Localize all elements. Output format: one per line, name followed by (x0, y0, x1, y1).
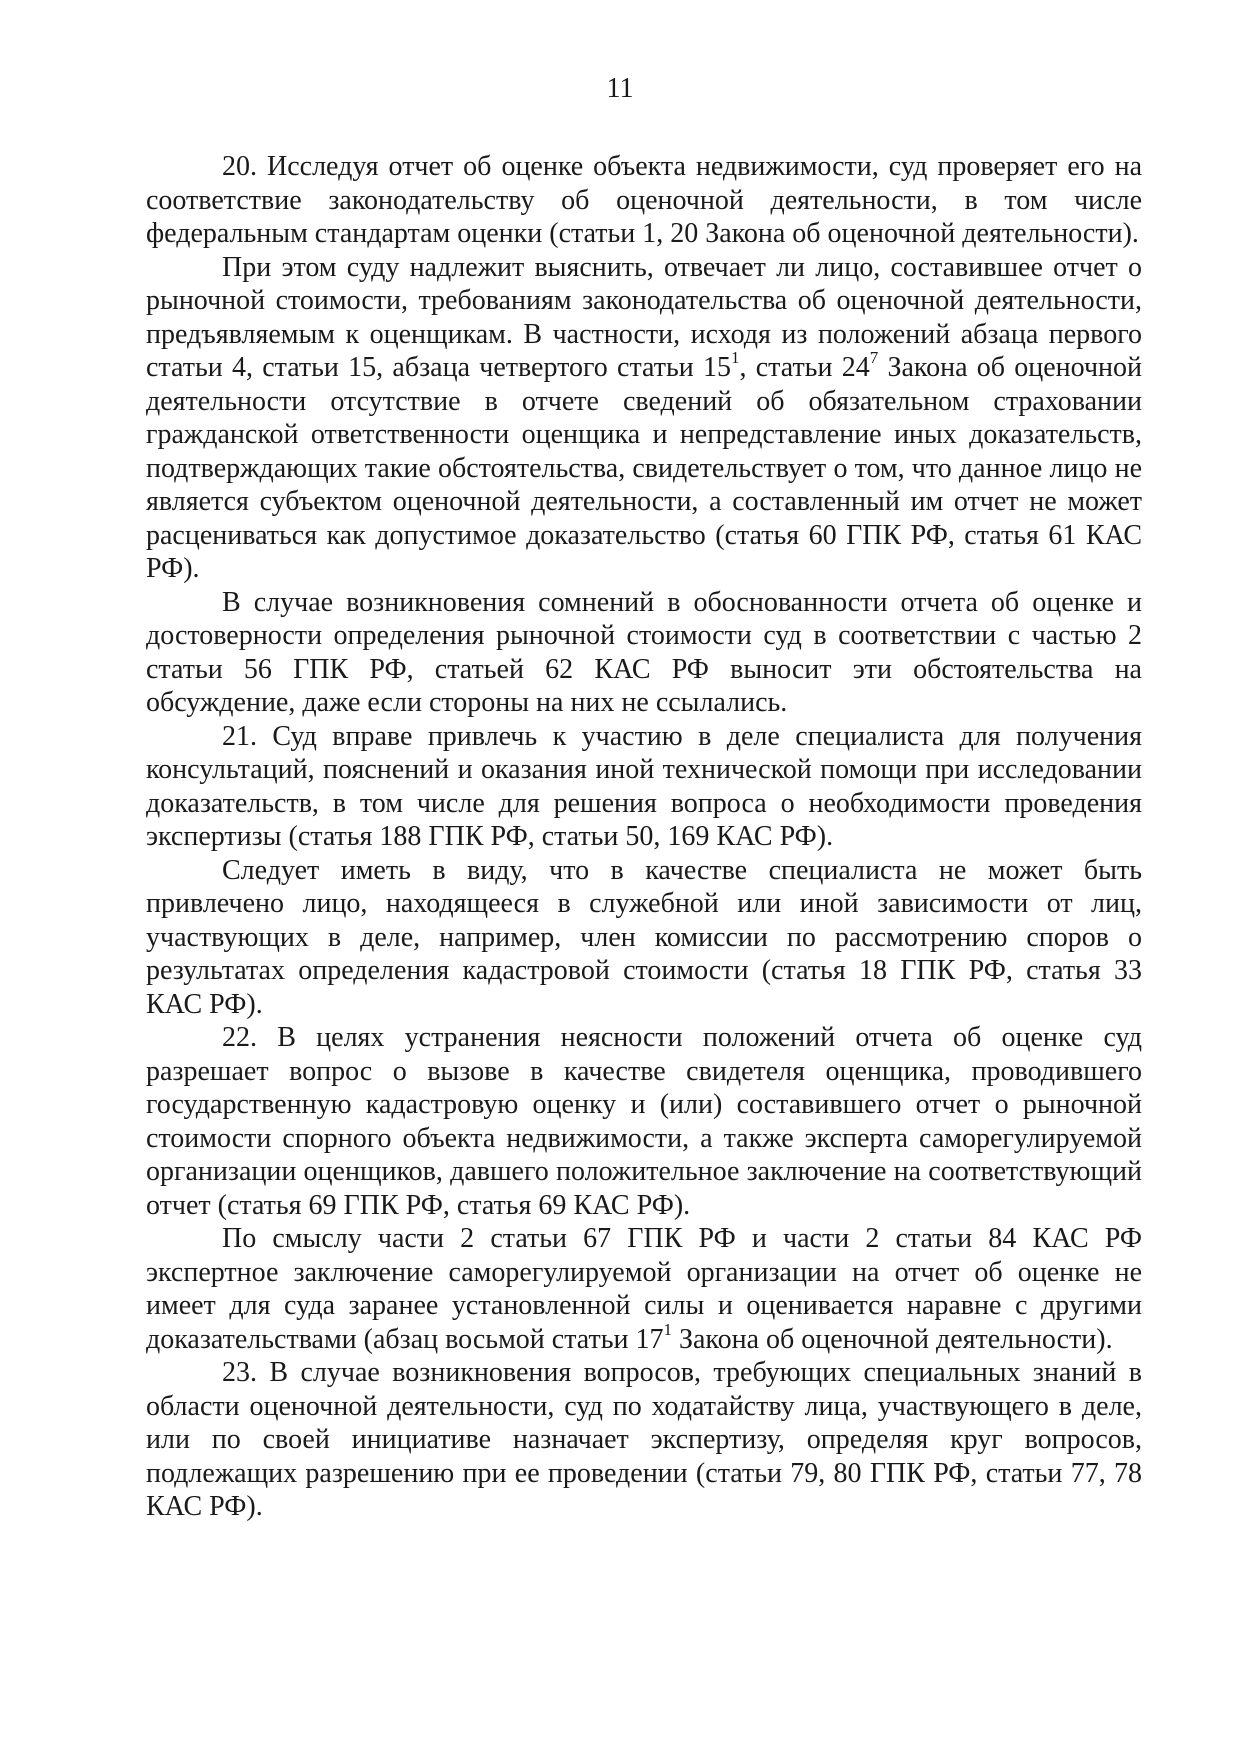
paragraph-21: 21. Суд вправе привлечь к участию в деле специалиста для получения консультаций, пояснений и оказания иной технической помощи при исследовании доказательств, в том числе для решения вопроса о необходимости проведения экспертизы (статья 188 ГПК РФ, статьи 50, 169 КАС РФ). (146, 720, 1142, 852)
paragraph-20-doubts: В случае возникновения сомнений в обоснованности отчета об оценке и достоверности определения рыночной стоимости суд в соответствии с частью 2 статьи 56 ГПК РФ, статьей 62 КАС РФ выносит эти обстоятельства на обсуждение, даже если стороны на них не ссылались. (146, 586, 1142, 718)
document-body (146, 150, 1142, 1524)
page-number: 11 (606, 73, 634, 104)
paragraph-22: 22. В целях устранения неясности положений отчета об оценке суд разрешает вопрос о вызове в качестве свидетеля оценщика, проводившего государственную кадастровую оценку и (или) составившего отчет о рыночной стоимости спорного объекта недвижимости, а также эксперта саморегулируемой организации оценщиков, давшего положительное заключение на соответствующий отчет (статья 69 ГПК РФ, статья 69 КАС РФ). (146, 1022, 1142, 1221)
paragraph-text: При этом суду надлежит выяснить, отвечает ли лицо, составившее отчет о рыночной стоимости, требованиям законодательства об оценочной деятельности, предъявляемым к оценщикам. В частности, исходя из положений абзаца первого статьи 4, статьи 15, абзаца четвертого статьи 15 (146, 251, 1142, 383)
paragraph-text: По смыслу части 2 статьи 67 ГПК РФ и части 2 статьи 84 КАС РФ экспертное заключение саморегулируемой организации на отчет об оценке не имеет для суда заранее установленной силы и оценивается наравне с другими доказательствами (абзац восьмой статьи 17 (146, 1223, 1142, 1355)
superscript: 7 (869, 348, 879, 367)
paragraph-text: , статьи 24 (739, 352, 870, 383)
paragraph-23: 23. В случае возникновения вопросов, требующих специальных знаний в области оценочной деятельности, суд по ходатайству лица, участвующего в деле, или по своей инициативе назначает экспертизу, определяя круг вопросов, подлежащих разрешению при ее проведении (статьи 79, 80 ГПК РФ, статьи 77, 78 КАС РФ). (146, 1357, 1142, 1522)
paragraph-text: Закона об оценочной деятельности отсутствие в отчете сведений об обязательном страховании гражданской ответственности оценщика и непредставление иных доказательств, подтверждающих такие обстоятельства, свидетельствует о том, что данное лицо не является субъектом оценочной деятельности, а составленный им отчет не может расцениваться как допустимое доказательство (статья 60 ГПК РФ, статья 61 КАС РФ). (146, 352, 1142, 584)
superscript: 1 (730, 348, 740, 367)
paragraph-21-specialist: Следует иметь в виду, что в качестве специалиста не может быть привлечено лицо, находящееся в служебной или иной зависимости от лиц, участвующих в деле, например, член комиссии по рассмотрению споров о результатах определения кадастровой стоимости (статья 18 ГПК РФ, статья 33 КАС РФ). (146, 854, 1142, 1020)
paragraph-text: Закона об оценочной деятельности). (671, 1323, 1113, 1355)
paragraph-20: 20. Исследуя отчет об оценке объекта недвижимости, суд проверяет его на соответствие законодательству об оценочной деятельности, в том числе федеральным стандартам оценки (статьи 1, 20 Закона об оценочной деятельности). (146, 151, 1142, 249)
paragraph-22-expert-conclusion (146, 1222, 1142, 1356)
superscript: 1 (663, 1319, 672, 1339)
paragraph-20-appraiser-requirements (146, 251, 1142, 586)
